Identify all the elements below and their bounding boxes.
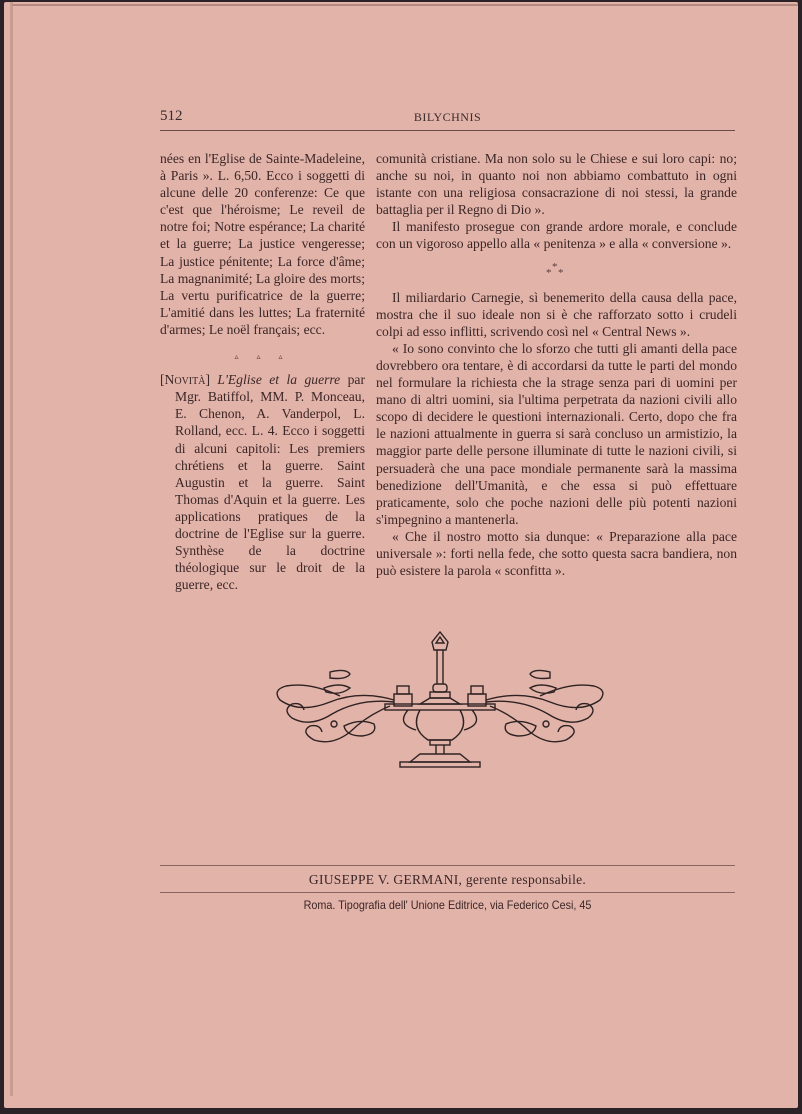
right-paragraph: comunità cristiane. Ma non solo su le Chiese e sui loro capi: no; anche su noi, in quanto noi non abbiamo combattuto in ogni istante con una religiosa consacrazione di noi stessi, la grande battaglia per il Regno di Dio ». [376, 151, 737, 218]
page-number: 512 [160, 108, 183, 124]
section-separator: ▵ ▵ ▵ [234, 352, 291, 362]
entry-title: L'Eglise et la guerre [217, 372, 341, 388]
header-rule [160, 130, 735, 131]
asterism-star: * [552, 260, 558, 273]
page-header [160, 108, 735, 128]
right-paragraph: Il manifesto prosegue con grande ardore morale, e conclude con un vigoroso appello alla « penitenza » e alla « conversione ». [376, 219, 737, 252]
asterism-star: * [558, 266, 564, 279]
asterism [376, 259, 737, 279]
responsible-editor: GIUSEPPE V. GERMANI, gerente responsabile. [308, 872, 587, 887]
left-column [160, 150, 365, 593]
oil-lamp-icon [270, 628, 610, 773]
entry-tag: [Novità] [160, 372, 210, 388]
right-column [376, 150, 737, 579]
asterism-star: * [546, 266, 552, 279]
book-entry [160, 371, 365, 593]
right-paragraph: « Che il nostro motto sia dunque: « Preparazione alla pace universale »: forti nella fede, che sotto questa sacra bandiera, non può esistere la parola « sconfitta ». [376, 528, 737, 579]
printer-imprint: Roma. Tipografia dell' Unione Editrice, via Federico Cesi, 45 [303, 898, 592, 912]
footer-rule-top [160, 865, 735, 866]
right-paragraph: Il miliardario Carnegie, sì benemerito della causa della pace, mostra che il suo ideale non si è che rafforzato sotto i crudeli colpi ad esso inflitti, scrivendo così nel « Central News ». [376, 289, 737, 339]
running-title: BILYCHNIS [413, 110, 482, 124]
footer-rule-bottom [160, 892, 735, 893]
entry-body: par Mgr. Batiffol, MM. P. Monceau, E. Chenon, A. Vanderpol, L. Rolland, ecc. L. 4. Ecco i soggetti di alcuni capitoli: Les premiers chrétiens et la guerre. Saint Augustin et la guerre. Saint Thomas d'Aquin et la guerre. Les applications pratiques de la doctrine de l'Eglise sur la guerre. Synthèse de la doctrine théologique sur le droit de la guerre, ecc. [175, 372, 365, 593]
right-paragraph: « Io sono convinto che lo sforzo che tutti gli amanti della pace dovrebbero ora tentare, è di accordarsi da tutte le parti del mondo nel formulare la richiesta che la strage senza pari di uomini per mano di altri uomini, sia l'ultima perpetrata da nazioni civili allo scopo di decidere le questioni internazionali. Certo, dopo che fra le nazioni attualmente in guerra si sarà concluso un armistizio, la maggior parte delle persone illuminate di tutte le nazioni civili, si persuaderà che una pace mondiale permanente sarà la massima benedizione dell'Umanità, e che essa si può effettuare praticamente, solo che poche nazioni delle più potenti nazioni s'impegnino a mantenerla. [376, 340, 737, 527]
left-paragraph: nées en l'Eglise de Sainte-Madeleine, à Paris ». L. 6,50. Ecco i soggetti di alcune delle 20 conferenze: Ce que c'est que l'héroisme; Le reveil de notre foi; Notre espérance; La charité et la guerre; La justice vengeresse; La justice pénitente; La force d'âme; La magnanimité; La gloire des morts; La vertu purificatrice de la guerre; L'amitié dans les luttes; La fraternité d'armes; Le noël français; ecc. [160, 151, 365, 337]
